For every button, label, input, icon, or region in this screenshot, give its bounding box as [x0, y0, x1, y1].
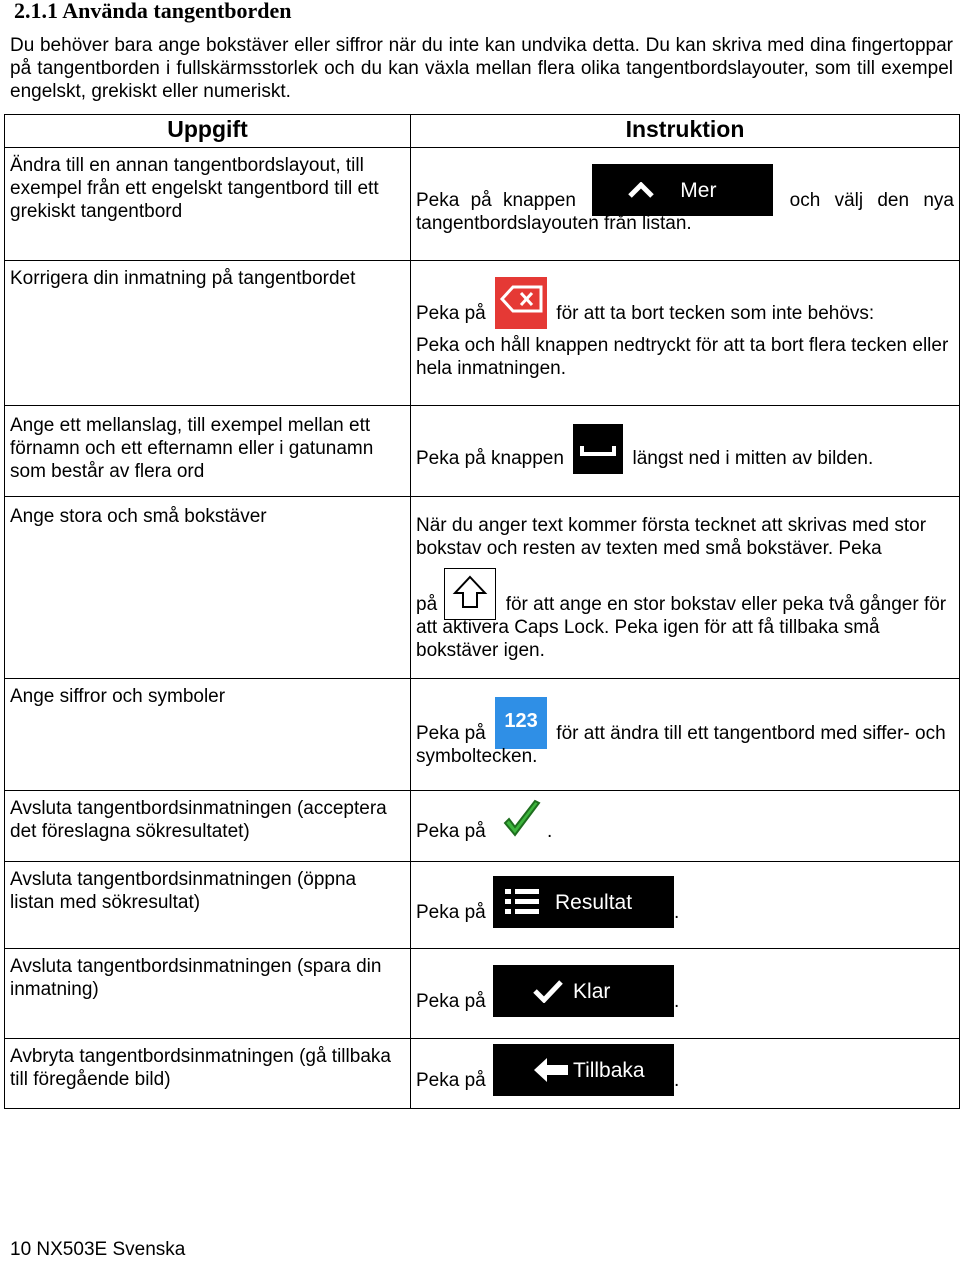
section-heading: 2.1.1 Använda tangentborden [14, 0, 292, 23]
instruction-text-continued: för att ändra till ett tangentbord med siffer- och symboltecken. [416, 723, 946, 767]
instruction-text: Peka på [416, 723, 486, 744]
table-row [5, 791, 960, 862]
instruction-text: Peka på knappen [416, 190, 576, 211]
instruction-text: Peka på [416, 303, 486, 324]
more-button-label: Mer [680, 178, 717, 202]
table-row [5, 406, 960, 497]
instruction-text: Peka på knappen [416, 448, 564, 469]
instruction-text: Peka på [416, 1070, 486, 1091]
space-icon [573, 424, 623, 474]
table-row [5, 862, 960, 949]
instruction-text: Peka på [416, 821, 486, 842]
instruction-period: . [674, 1070, 680, 1091]
shift-icon [445, 569, 495, 619]
column-header-instruction: Instruktion [411, 115, 960, 148]
instruction-text-pre: på [416, 594, 438, 615]
done-button[interactable] [493, 965, 674, 1017]
more-button[interactable] [592, 164, 773, 216]
space-button[interactable] [573, 424, 623, 474]
instruction-text-continued: och välj den nya [789, 190, 954, 211]
backspace-icon [495, 277, 547, 329]
chevron-up-icon [628, 182, 654, 198]
instruction-text-continued: längst ned i mitten av bilden. [632, 448, 874, 469]
task-text: Avsluta tangentbordsinmatningen (spara din inmatning) [10, 956, 382, 1000]
table-row [5, 497, 960, 679]
task-text: Avsluta tangentbordsinmatningen (öppna listan med sökresultat) [10, 869, 357, 913]
task-text: Avbryta tangentbordsinmatningen (gå tillbaka till föregående bild) [10, 1046, 391, 1090]
task-text: Ange ett mellanslag, till exempel mellan ett förnamn och ett efternamn eller i gatunamn som består av flera ord [10, 415, 374, 482]
instruction-text: Peka på [416, 991, 486, 1012]
check-icon [533, 979, 563, 1003]
task-text: Ändra till en annan tangentbordslayout, till exempel från ett engelskt tangentbord till ett grekiskt tangentbord [10, 155, 379, 222]
back-button-label: Tillbaka [573, 1058, 645, 1082]
numeric-keyboard-button[interactable] [495, 697, 547, 749]
table-header-row [5, 115, 960, 148]
page-footer: 10 NX503E Svenska [10, 1239, 186, 1260]
instruction-period: . [674, 991, 680, 1012]
table-row [5, 679, 960, 791]
task-text: Ange siffror och symboler [10, 686, 226, 707]
keyboard-instructions-table [4, 114, 960, 1109]
table-row [5, 1039, 960, 1109]
instruction-text: Peka på [416, 902, 486, 923]
instruction-text: När du anger text kommer första tecknet att skrivas med stor bokstav och resten av texten med små bokstäver. Peka [416, 515, 927, 559]
list-icon [505, 889, 539, 915]
results-button[interactable] [493, 876, 674, 928]
checkmark-icon [495, 795, 547, 847]
back-button[interactable] [493, 1044, 674, 1096]
numeric-keyboard-label: 123 [504, 710, 538, 732]
done-button-label: Klar [573, 979, 611, 1003]
task-text: Korrigera din inmatning på tangentbordet [10, 268, 356, 289]
instruction-period: . [674, 902, 680, 923]
backspace-button[interactable] [495, 277, 547, 329]
instruction-extra: Peka och håll knappen nedtryckt för att ta bort flera tecken eller hela inmatningen. [416, 335, 949, 379]
accept-button[interactable] [495, 795, 547, 847]
table-row [5, 148, 960, 261]
back-arrow-icon [533, 1057, 569, 1083]
task-text: Ange stora och små bokstäver [10, 506, 267, 527]
shift-button[interactable] [444, 568, 496, 620]
table-row [5, 949, 960, 1039]
task-text: Avsluta tangentbordsinmatningen (acceptera det föreslagna sökresultatet) [10, 798, 387, 842]
instruction-text-end: tangentbordslayouten från listan. [416, 213, 692, 234]
results-button-label: Resultat [555, 890, 633, 914]
table-row [5, 261, 960, 406]
instruction-period: . [547, 821, 553, 842]
instruction-text-continued: för att ta bort tecken som inte behövs: [556, 303, 875, 324]
instruction-text-continued: för att ange en stor bokstav eller peka två gånger för att aktivera Caps Lock. Peka igen för att få tillbaka små bokstäver igen. [416, 594, 947, 661]
column-header-task: Uppgift [5, 115, 411, 148]
intro-paragraph: Du behöver bara ange bokstäver eller siffror när du inte kan undvika detta. Du kan skriva med dina fingertoppar på tangentborden i fullskärmsstorlek och du kan växla mellan flera olika tangentbordslayouter, som till exempel engelskt, grekiskt eller numeriskt. [10, 35, 953, 102]
